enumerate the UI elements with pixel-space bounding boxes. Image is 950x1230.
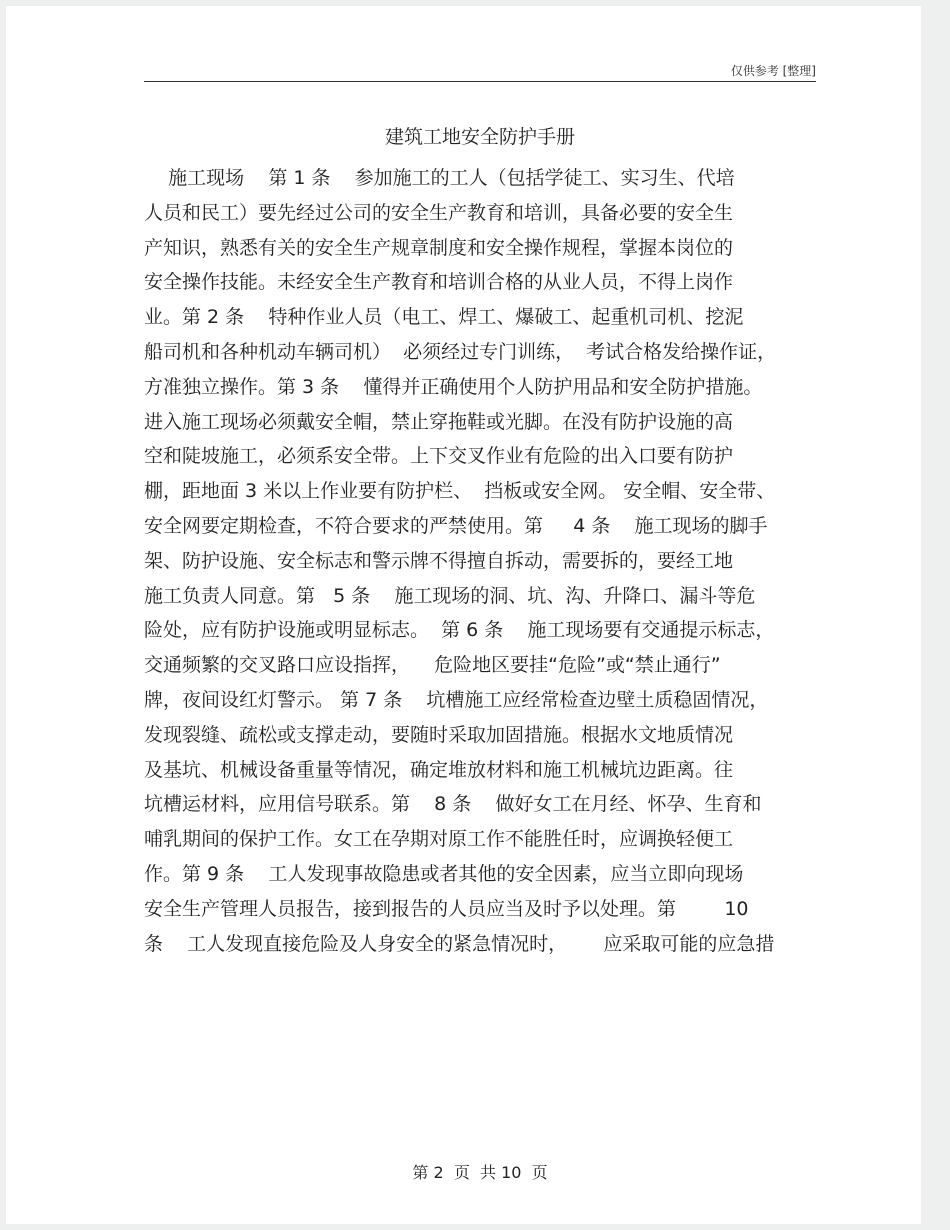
body-text-line: 空和陡坡施工，必须系安全带。上下交叉作业有危险的出入口要有防护 — [144, 445, 734, 468]
body-text-line: 及基坑、机械设备重量等情况，确定堆放材料和施工机械坑边距离。往 — [144, 758, 734, 781]
body-text-line: 牌，夜间设红灯警示。 第 7 条 坑槽施工应经常检查边壁土质稳固情况， — [144, 689, 769, 711]
body-text-line: 险处，应有防护设施或明显标志。 第 6 条 施工现场要有交通提示标志， — [144, 619, 775, 642]
body-text-line: 条 工人发现直接危险及人身安全的紧急情况时， 应采取可能的应急措 — [144, 932, 775, 955]
body-text-line: 安全操作技能。未经安全生产教育和培训合格的从业人员，不得上岗作 — [144, 271, 734, 294]
body-text-line: 坑槽运材料，应用信号联系。第 8 条 做好女工在月经、怀孕、生育和 — [144, 793, 762, 816]
body-text-line: 船司机和各种机动车辆司机） 必须经过专门训练， 考试合格发给操作证， — [144, 341, 777, 363]
body-text-line: 施工负责人同意。第 5 条 施工现场的洞、坑、沟、升降口、漏斗等危 — [144, 584, 756, 607]
body-text-line: 架、防护设施、安全标志和警示牌不得擅自拆动，需要拆的，要经工地 — [144, 549, 734, 572]
body-text-line: 产知识，熟悉有关的安全生产规章制度和安全操作规程，掌握本岗位的 — [144, 236, 734, 259]
header-divider — [144, 81, 816, 82]
body-text-line: 人员和民工）要先经过公司的安全生产教育和培训，具备必要的安全生 — [144, 201, 734, 224]
body-text-line: 进入施工现场必须戴安全帽，禁止穿拖鞋或光脚。在没有防护设施的高 — [144, 410, 734, 433]
body-text-line: 作。第 9 条 工人发现事故隐患或者其他的安全因素，应当立即向现场 — [144, 863, 744, 885]
page-footer: 第 2 页 共 10 页 — [412, 1163, 548, 1182]
body-text-line: 施工现场 第 1 条 参加施工的工人（包括学徒工、实习生、代培 — [144, 167, 735, 189]
body-text-line: 棚，距地面 3 米以上作业要有防护栏、 挡板或安全网。 安全帽、安全带、 — [144, 480, 776, 503]
body-text-line: 方准独立操作。第 3 条 懂得并正确使用个人防护用品和安全防护措施。 — [144, 375, 763, 398]
body-text-line: 哺乳期间的保护工作。女工在孕期对原工作不能胜任时，应调换轻便工 — [144, 828, 734, 851]
body-text-line: 交通频繁的交叉路口应设指挥， 危险地区要挂“危险”或“禁止通行” — [144, 654, 721, 677]
body-text-line: 发现裂缝、疏松或支撑走动，要随时采取加固措施。根据水文地质情况 — [144, 723, 734, 746]
document-page — [6, 6, 921, 1224]
body-text-line: 安全生产管理人员报告，接到报告的人员应当及时予以处理。第 10 — [144, 897, 749, 920]
page-header-label: 仅供参考 [整理] — [730, 64, 816, 78]
body-text-line: 业。第 2 条 特种作业人员（电工、焊工、爆破工、起重机司机、挖泥 — [144, 306, 744, 329]
body-text-line: 安全网要定期检查，不符合要求的严禁使用。第 4 条 施工现场的脚手 — [144, 515, 768, 537]
document-title: 建筑工地安全防护手册 — [384, 126, 575, 148]
